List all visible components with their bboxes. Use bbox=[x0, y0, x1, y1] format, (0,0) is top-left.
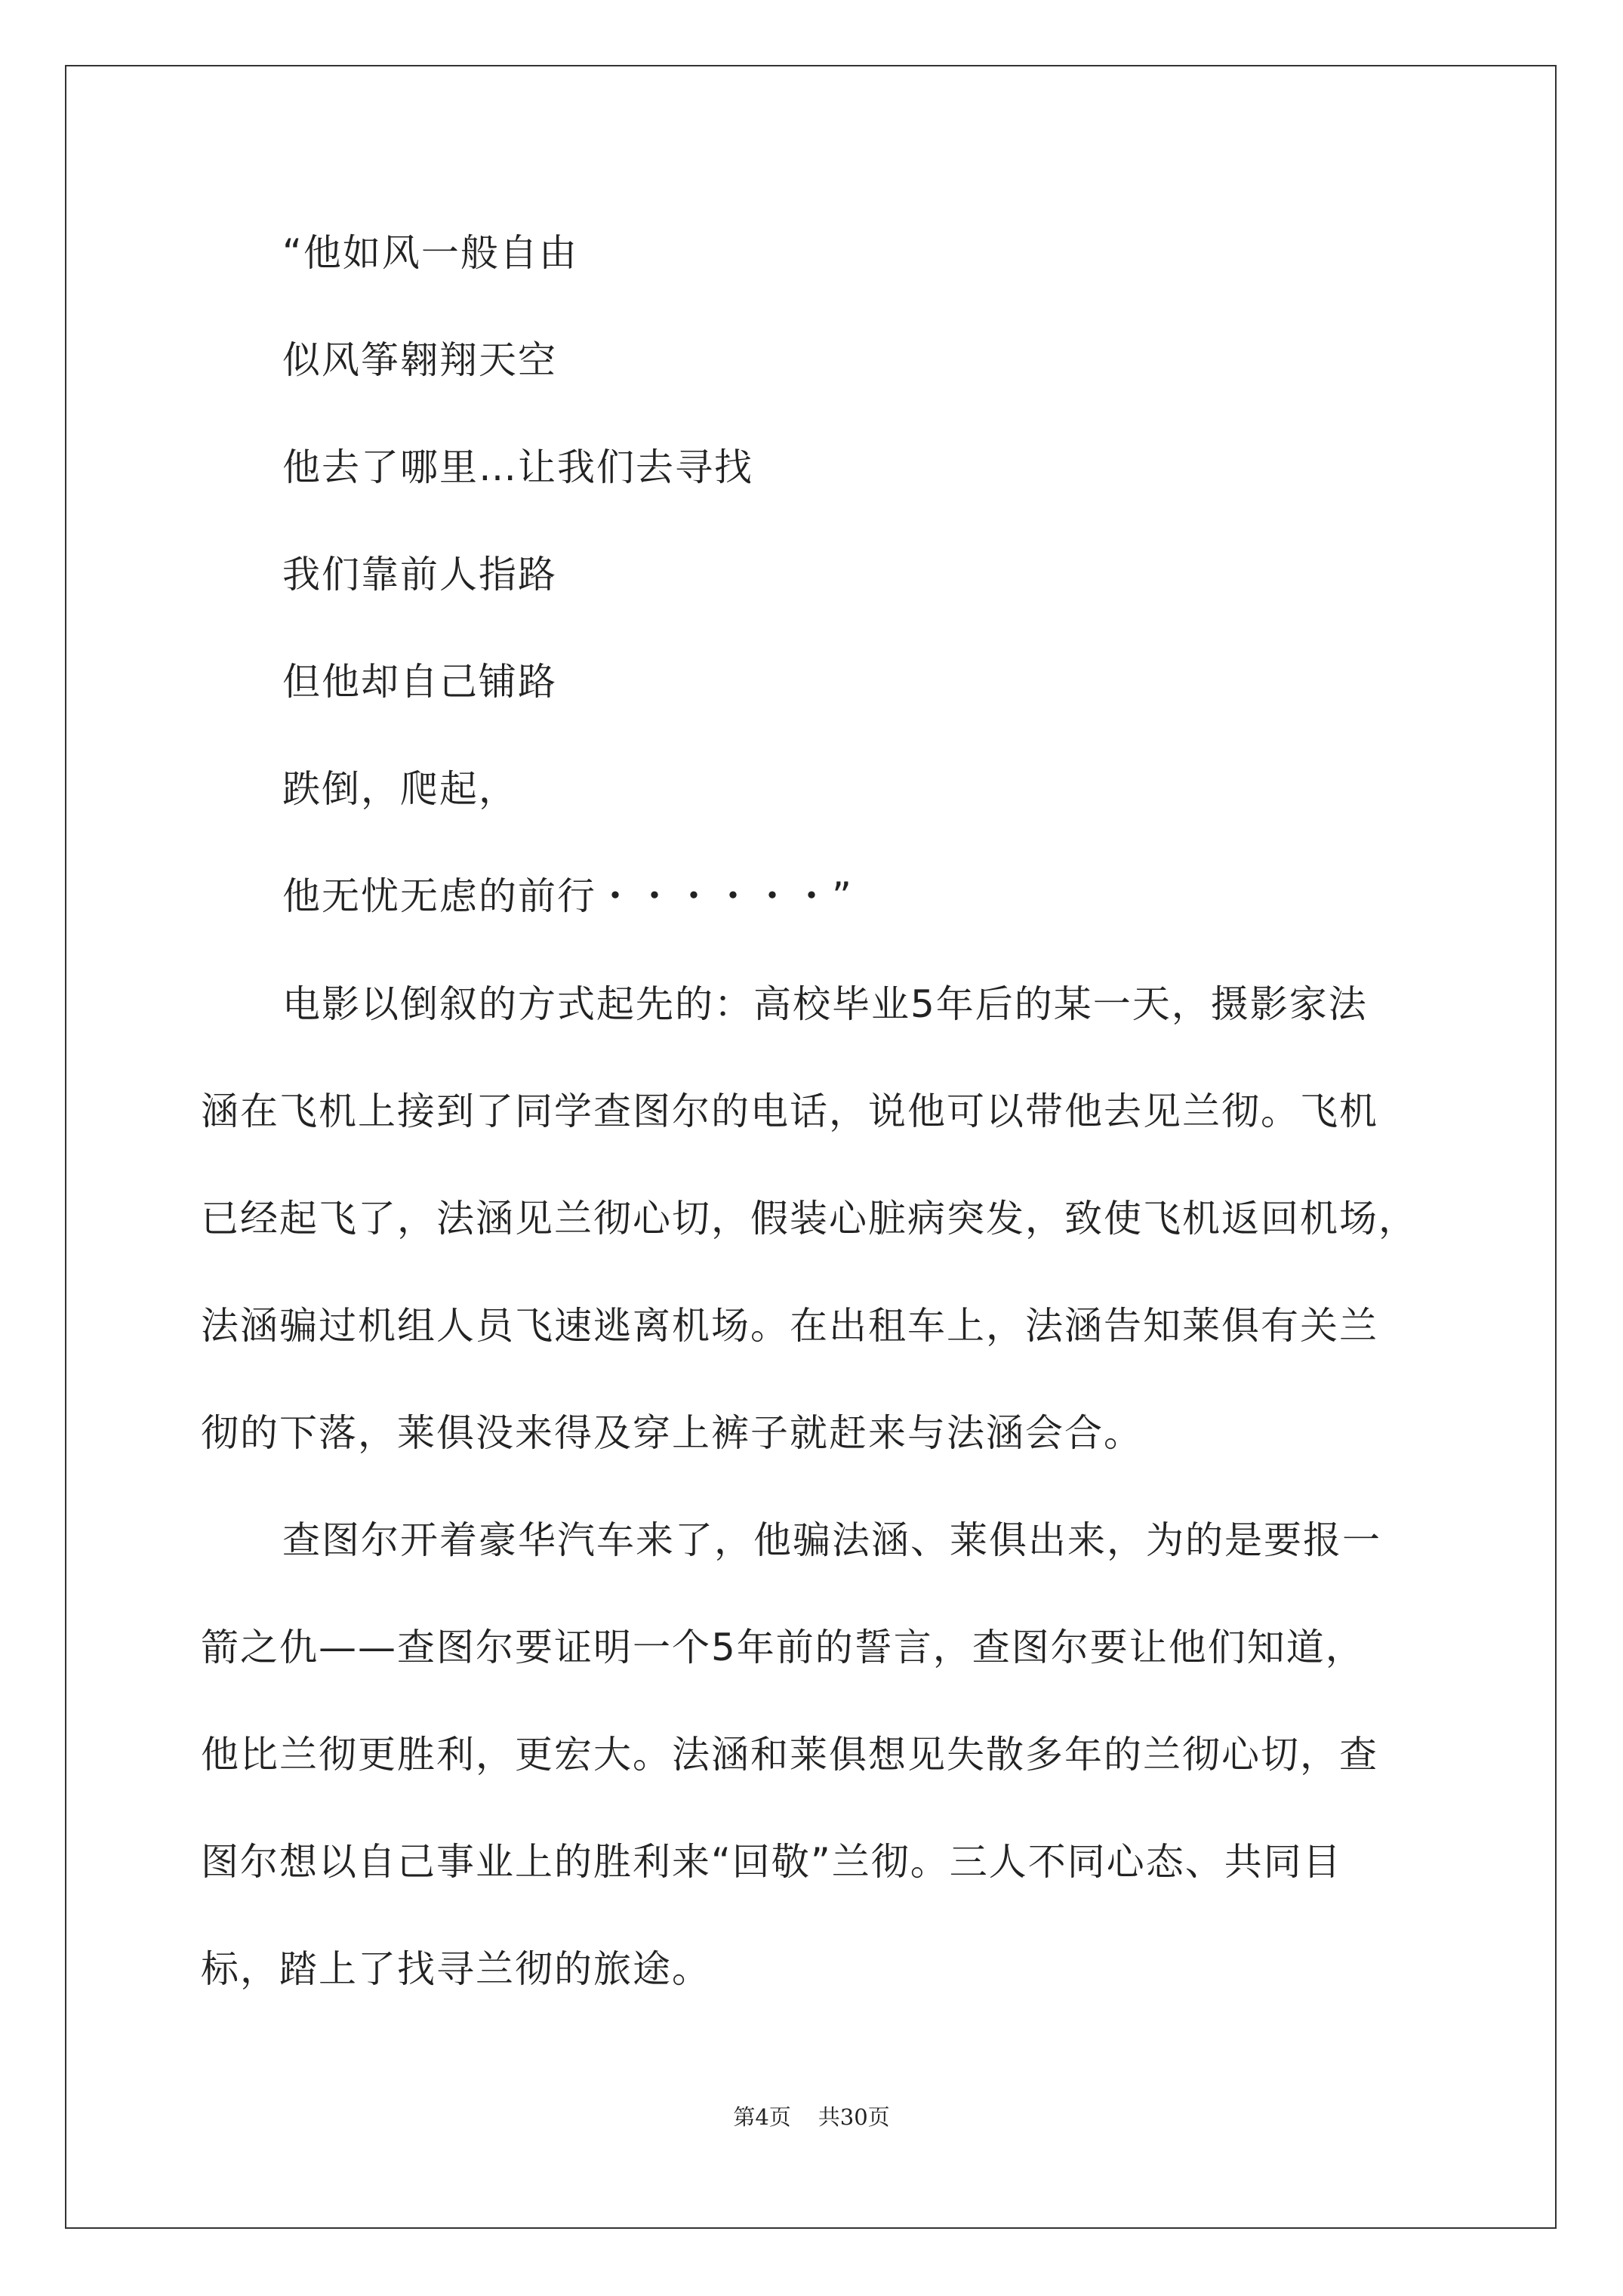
paragraph-line: 查图尔开着豪华汽车来了，他骗法涵、莱俱出来，为的是要报一 bbox=[282, 1518, 1381, 1562]
page-number: 第4页 bbox=[733, 2104, 791, 2130]
paragraph-line: 标，踏上了找寻兰彻的旅途。 bbox=[201, 1947, 711, 1991]
page-total: 共30页 bbox=[818, 2104, 890, 2130]
paragraph-line: 已经起飞了，法涵见兰彻心切，假装心脏病突发，致使飞机返回机场， bbox=[201, 1197, 1418, 1240]
paragraph-line: 他比兰彻更胜利，更宏大。法涵和莱俱想见失散多年的兰彻心切，查 bbox=[201, 1733, 1378, 1777]
page-border bbox=[65, 65, 1557, 2229]
poem-line: 跌倒，爬起， bbox=[282, 767, 518, 811]
paragraph-line: 图尔想以自己事业上的胜利来“回敬”兰彻。三人不同心态、共同目 bbox=[201, 1840, 1342, 1884]
paragraph-line: 法涵骗过机组人员飞速逃离机场。在出租车上，法涵告知莱俱有关兰 bbox=[201, 1304, 1378, 1348]
page-footer bbox=[0, 2103, 1623, 2131]
paragraph-line: 涵在飞机上接到了同学查图尔的电话，说他可以带他去见兰彻。飞机 bbox=[201, 1089, 1378, 1133]
poem-line: 但他却自己铺路 bbox=[282, 660, 557, 704]
poem-line: 他去了哪里…让我们去寻找 bbox=[282, 445, 753, 489]
poem-line: 似风筝翱翔天空 bbox=[282, 338, 557, 382]
poem-line: 他无忧无虑的前行・・・・・・” bbox=[282, 874, 853, 918]
paragraph-line: 彻的下落，莱俱没来得及穿上裤子就赶来与法涵会合。 bbox=[201, 1411, 1143, 1455]
paragraph-line: 箭之仇——查图尔要证明一个5年前的誓言，查图尔要让他们知道， bbox=[201, 1626, 1365, 1669]
poem-line: “他如风一般自由 bbox=[282, 231, 578, 275]
paragraph-line: 电影以倒叙的方式起先的：高校毕业5年后的某一天，摄影家法 bbox=[282, 982, 1368, 1026]
poem-line: 我们靠前人指路 bbox=[282, 553, 557, 596]
